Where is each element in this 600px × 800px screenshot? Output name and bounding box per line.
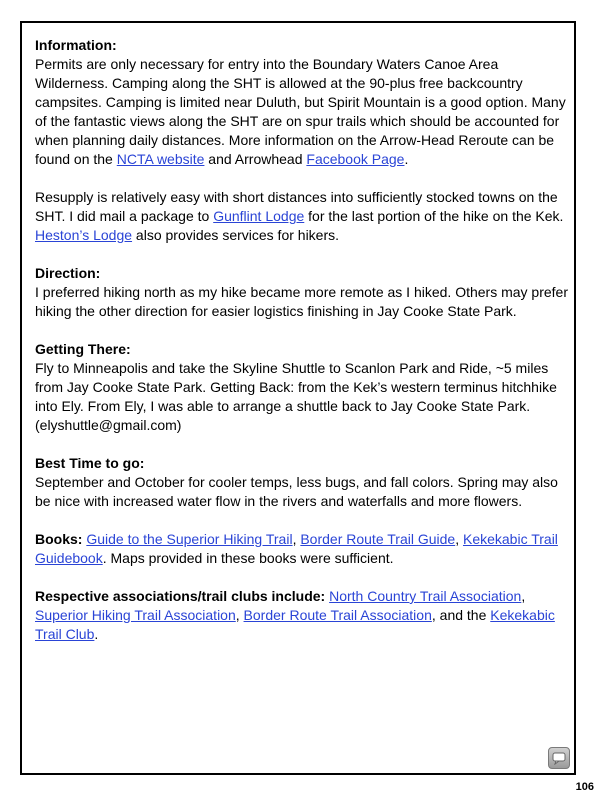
associations-paragraph (35, 587, 570, 644)
information-p1-text: Permits are only necessary for entry into the Boundary Waters Canoe Area Wilderness. Camping along the SHT is allowed at the 90-plus free backcountry campsites. Camping is limited near Duluth, but Spirit Mountain is a good option. Many of the fantastic views along the SHT are on spur trails which should be accounted for when planning daily distances. More information on the Arrow-Head Reroute can be found on the (35, 56, 566, 167)
page-number: 106 (575, 781, 594, 793)
page-content (35, 36, 570, 663)
resupply-section (35, 188, 570, 245)
hestons-lodge-link[interactable]: Heston’s Lodge (35, 227, 133, 243)
getting-there-section (35, 340, 570, 435)
direction-heading: Direction: (35, 265, 101, 281)
information-p2-text: Resupply is relatively easy with short distances into sufficiently stocked towns on the SHT. I did mail a package to (35, 189, 558, 224)
information-p2-mid: for the last portion of the hike on the Kek. (304, 208, 564, 224)
ncta-website-link[interactable]: NCTA website (116, 151, 205, 167)
books-sep-2: , (455, 531, 463, 547)
direction-section (35, 264, 570, 321)
books-end: . Maps provided in these books were sufficient. (102, 550, 394, 566)
getting-there-heading: Getting There: (35, 341, 131, 357)
associations-label: Respective associations/trail clubs include: (35, 588, 326, 604)
books-sep-1: , (292, 531, 301, 547)
speech-bubble-icon (552, 752, 566, 765)
border-route-trail-guide-link[interactable]: Border Route Trail Guide (300, 531, 456, 547)
best-time-text: September and October for cooler temps, less bugs, and fall colors. Spring may also be nice with increased water flow in the rivers and waterfalls and more flowers. (35, 474, 558, 509)
direction-text: I preferred hiking north as my hike became more remote as I hiked. Others may prefer hiking the other direction for easier logistics finishing in Jay Cooke State Park. (35, 284, 569, 319)
best-time-section (35, 454, 570, 511)
getting-there-text: Fly to Minneapolis and take the Skyline Shuttle to Scanlon Park and Ride, ~5 miles from Jay Cooke State Park. Getting Back: from the Kek’s western terminus hitchhike into Ely. From Ely, I was able to arrange a shuttle back to Jay Cooke State Park. (elyshuttle@gmail.com) (35, 360, 557, 433)
associations-section (35, 587, 570, 644)
information-heading: Information: (35, 37, 117, 53)
books-label: Books: (35, 531, 83, 547)
books-section (35, 530, 570, 568)
associations-sep-1: , (521, 588, 526, 604)
information-paragraph-2 (35, 188, 570, 245)
information-section (35, 36, 570, 169)
superior-hiking-trail-guide-link[interactable]: Guide to the Superior Hiking Trail (86, 531, 293, 547)
note-button[interactable] (548, 747, 570, 769)
information-paragraph-1 (35, 55, 570, 169)
north-country-trail-association-link[interactable]: North Country Trail Association (329, 588, 522, 604)
associations-sep-2: , (235, 607, 244, 623)
information-p2-end: also provides services for hikers. (132, 227, 340, 243)
kekekabic-trail-guidebook-link[interactable]: Kekekabic Trail Guidebook (35, 531, 558, 566)
border-route-trail-association-link[interactable]: Border Route Trail Association (243, 607, 432, 623)
information-p1-mid: and Arrowhead (204, 151, 307, 167)
gunflint-lodge-link[interactable]: Gunflint Lodge (213, 208, 305, 224)
associations-end: . (94, 626, 99, 642)
books-paragraph (35, 530, 570, 568)
superior-hiking-trail-association-link[interactable]: Superior Hiking Trail Association (35, 607, 236, 623)
facebook-page-link[interactable]: Facebook Page (306, 151, 405, 167)
best-time-heading: Best Time to go: (35, 455, 145, 471)
kekekabic-trail-club-link[interactable]: Kekekabic Trail Club (35, 607, 555, 642)
associations-sep-3: , and the (431, 607, 491, 623)
information-p1-end: . (404, 151, 409, 167)
